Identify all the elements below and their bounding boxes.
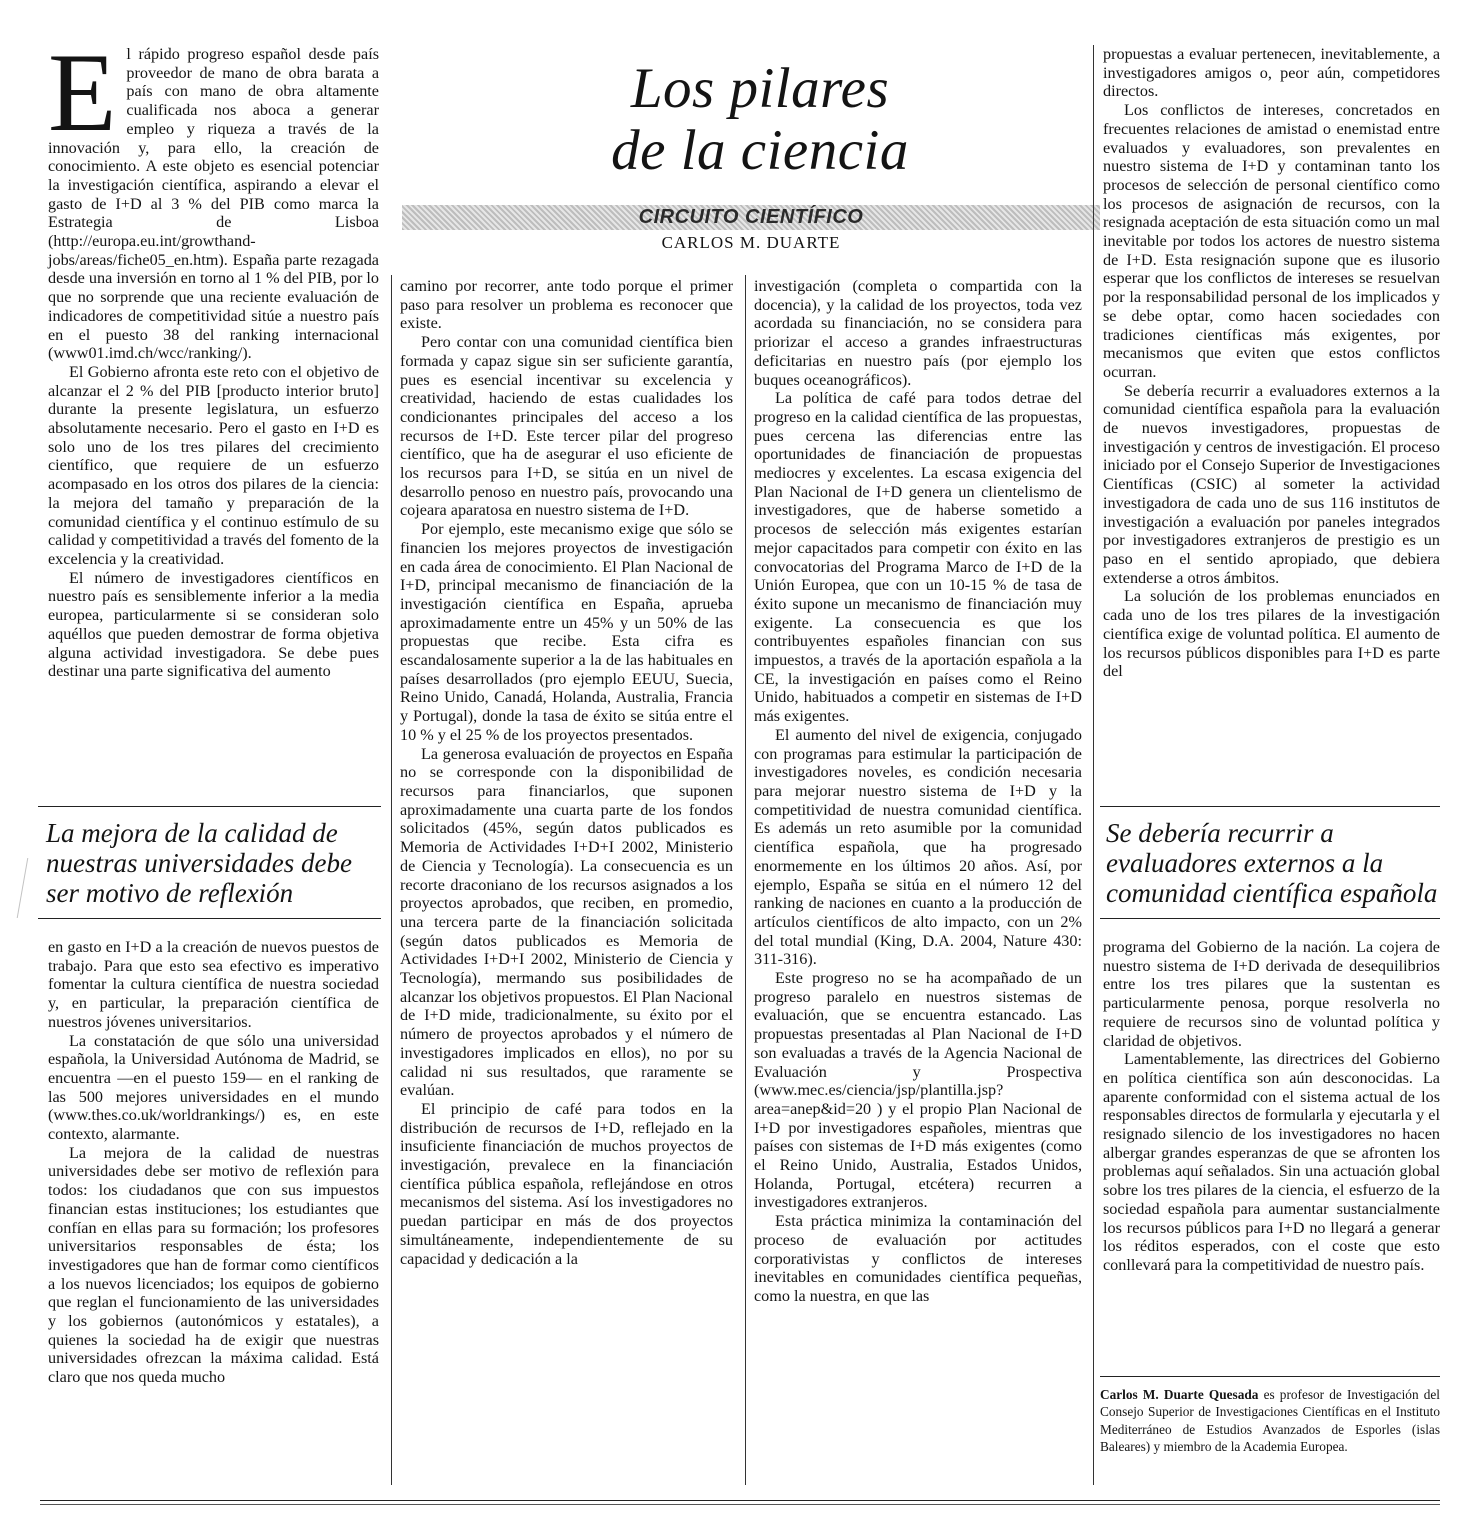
pull-quote-rule-bottom [38,918,381,919]
paragraph: Por ejemplo, este mecanismo exige que sólo se financien los mejores proyectos de investigación en cada área de conocimiento. El Plan Nacional de I+D, principal mecanismo de financiación de la investigación científica en España, aprueba aproximadamente entre un 45% y un 50% de las propuestas que recibe. Esta cifra es escandalosamente superior a la de las habituales en países desarrollados (pro ejemplo EEUU, Suecia, Reino Unido, Canadá, Holanda, Australia, Francia y Portugal), donde la tasa de éxito se sitúa entre el 10 % y el 25 % de los proyectos presentados. [400,520,733,744]
pull-quote-rule-top [38,806,381,807]
column-3 [754,277,1082,1306]
bio-text: es profesor de Investigación del Consejo Superior de Investigaciones Científicas en el Instituto Mediterráneo de Estudios Avanzados de Esporles (islas Baleares) y miembro de la Academia Europea. [1100,1387,1440,1454]
article-title [560,58,960,182]
paragraph: Se debería recurrir a evaluadores externos a la comunidad científica española para la evaluación de nuevos investigadores, propuestas de investigación y centros de investigación. El proceso iniciado por el Consejo Superior de Investigaciones Científicas (CSIC) al someter la actividad investigadora de cada uno de sus 116 institutos de investigación a evaluación por paneles integrados por investigadores extranjeros de prestigio es un paso en el sentido apropiado, que debiera extenderse a otros ámbitos. [1103,381,1440,587]
paragraph: Los conflictos de intereses, concretados en frecuentes relaciones de amistad o enemistad entre evaluados y evaluadores, son prevalentes en nuestro sistema de I+D y contaminan tanto los procesos de selección de personal científico como los procesos de asignación de recursos, con la resignada aceptación de esta situación como un mal inevitable por todos los actores de nuestro sistema de I+D. Esta resignación supone que es ilusorio esperar que los conflictos de intereses se resuelvan por la responsabilidad personal de los implicados y se debe optar, como hacen sociedades con tradiciones científicas más exigentes, por mecanismos que eviten que estos conflictos ocurran. [1103,101,1440,381]
author-byline: CARLOS M. DUARTE [661,233,841,252]
lead-text: l rápido progreso español desde país proveedor de mano de obra barata a país con mano de obra altamente cualificada nos aboca a generar empleo y riqueza a través de la innovación y, para ello, la creación de conocimiento. A este objeto es esencial potenciar la investigación científica, aspirando a elevar el gasto de I+D al 3 % del PIB como marca la Estrategia de Lisboa (http://europa.eu.int/growthandjobs/areas/fiche05_en.htm). España parte rezagada desde una inversión en torno al 1 % del PIB, por lo que no sorprende que una reciente evaluación de indicadores de competitividad sitúe a nuestro país en el puesto 38 del ranking internacional (www01.imd.ch/wcc/ranking/). [48,45,379,363]
column-divider [391,275,392,1485]
column-divider [745,275,746,1485]
lead-paragraph [48,31,379,363]
paragraph: Esta práctica minimiza la contaminación del proceso de evaluación por actitudes corporativistas y conflictos de intereses inevitables en comunidades científica pequeñas, como la nuestra, en que las [754,1212,1082,1305]
author-bio [1100,1386,1440,1455]
paragraph: programa del Gobierno de la nación. La cojera de nuestro sistema de I+D derivada de desequilibrios entre los tres pilares que la sustentan es particularmente penosa, porque resolverla no requiere de recursos sino de voluntad política y claridad de objetivos. [1103,938,1440,1050]
paragraph: La generosa evaluación de proyectos en España no se corresponde con la disponibilidad de recursos para financiarlos, que suponen aproximadamente una cuarta parte de los fondos solicitados (45%, según datos publicados es Memoria de Actividades I+D+I 2002, Ministerio de Ciencia y Tecnología). La consecuencia es un recorte draconiano de los recursos asignados a los proyectos aprobados, que reciben, en promedio, una tercera parte de la financiación solicitada (según datos publicados es Memoria de Actividades I+D+I 2002, Ministerio de Ciencia y Tecnología), mermando sus posibilidades de alcanzar los objetivos propuestos. El Plan Nacional de I+D mide, tradicionalmente, su éxito por el número de proyectos aprobados y el número de investigadores implicados en ellos), no por su calidad ni sus resultados, que raramente se evalúan. [400,744,733,1100]
paragraph: propuestas a evaluar pertenecen, inevitablemente, a investigadores amigos o, peor aún, competidores directos. [1103,45,1440,101]
column-1-bottom [48,938,379,1387]
paragraph: La constatación de que sólo una universidad española, la Universidad Autónoma de Madrid, se encuentra —en el puesto 159— en el ranking de las 500 mejores universidades en el mundo (www.thes.co.uk/worldrankings/) es, en este contexto, alarmante. [48,1031,379,1144]
paragraph: La solución de los problemas enunciados en cada uno de los tres pilares de la investigación científica exige de voluntad política. El aumento de los recursos públicos disponibles para I+D es parte del [1103,587,1440,681]
paragraph: camino por recorrer, ante todo porque el primer paso para resolver un problema es reconocer que existe. [400,277,733,333]
paragraph: La política de café para todos detrae del progreso en la calidad científica de las propuestas, pues cercena las diferencias entre las oportunidades de financiación de propuestas mediocres y excelentes. La escasa exigencia del Plan Nacional de I+D genera un clientelismo de investigadores, que de haberse sometido a procesos de selección más exigentes estarían mejor capacitados para competir con éxito en las convocatorias del Programa Marco de I+D de la Unión Europea, que con un 10-15 % de tasa de éxito supone un mecanismo de financiación muy exigente. La consecuencia es que los contribuyentes españoles financian con sus impuestos, a través de la aportación española a la CE, la investigación en países como el Reino Unido, habituados a competir en sistemas de I+D más exigentes. [754,389,1082,726]
paragraph: en gasto en I+D a la creación de nuevos puestos de trabajo. Para que esto sea efectivo es imperativo fomentar la cultura científica de nuestra sociedad y, en particular, la preparación científica de nuestros jóvenes universitarios. [48,938,379,1031]
footer-rule-thin [40,1504,1440,1505]
scan-margin-mark [9,858,29,918]
pull-quote-1: La mejora de la calidad de nuestras universidades debe ser motivo de reflexión [46,818,352,908]
pull-quote-rule-top [1100,806,1440,807]
column-divider [1093,45,1094,1485]
bio-rule [1100,1376,1440,1377]
column-4-top [1103,45,1440,681]
paragraph: La mejora de la calidad de nuestras universidades debe ser motivo de reflexión para todos: los ciudadanos que con sus impuestos financian estas instituciones; los estudiantes que confían en ellas para su formación; los profesores universitarios responsables de ésta; los investigadores que han de formar como científicos a los nuevos licenciados; los equipos de gobierno que reglan el funcionamiento de las universidades y los gobiernos (autonómicos y estatales), a quienes la sociedad ha de exigir que nuestras universidades ofrezcan la máxima calidad. Está claro que nos queda mucho [48,1143,379,1387]
paragraph: Pero contar con una comunidad científica bien formada y capaz sigue sin ser suficiente garantía, pues es esencial incentivar su excelencia y creatividad, haciendo de estas cualidades los condicionantes principales del acceso a los recursos de I+D. Este tercer pilar del progreso científico, que ha de asegurar el uso eficiente de los recursos para I+D, se sitúa en un nivel de desarrollo penoso en nuestro país, provocando una cojeara aparatosa en nuestro sistema de I+D. [400,333,733,520]
title-line-2: de la ciencia [611,119,909,182]
drop-cap: E [48,31,117,155]
paragraph: El aumento del nivel de exigencia, conjugado con programas para estimular la participación de investigadores noveles, es condición necesaria para mejorar nuestro sistema de I+D y la competitividad de nuestra comunidad científica. Es además un reto asumible por la comunidad científica española, que ha progresado enormemente en los últimos 20 años. Así, por ejemplo, España se sitúa en el número 12 del ranking de naciones en cuanto a la producción de artículos científicos de alto impacto, con un 2% del total mundial (King, D.A. 2004, Nature 430: 311-316). [754,725,1082,969]
section-label: CIRCUITO CIENTÍFICO [638,206,864,228]
paragraph: investigación (completa o compartida con la docencia), y la calidad de los proyectos, toda vez acordada su financiación, no se considera para priorizar el acceso a grandes infraestructuras deficitarias en nuestro país (por ejemplo los buques oceanográficos). [754,277,1082,389]
pull-quote-2: Se debería recurrir a evaluadores externos a la comunidad científica española [1106,818,1438,908]
column-1-top [48,31,379,681]
paragraph: El principio de café para todos en la distribución de recursos de I+D, reflejado en la insuficiente financiación de muchos proyectos de investigación, prevalece en la financiación científica pública española, reflejándose en otros mecanismos del sistema. Así los investigadores no puedan participar en más de dos proyectos simultáneamente, independientemente de su capacidad y dedicación a la [400,1099,733,1268]
paragraph: Este progreso no se ha acompañado de un progreso paralelo en nuestros sistemas de evaluación, que se encuentra estancado. Las propuestas presentadas al Plan Nacional de I+D son evaluadas a través de la Agencia Nacional de Evaluación y Prospectiva (www.mec.es/ciencia/jsp/plantilla.jsp?area=anep&id=20 ) y el propio Plan Nacional de I+D por investigadores españoles, mientras que países con sistemas de I+D más exigentes (como el Reino Unido, Australia, Estados Unidos, Holanda, Portugal, etcétera) recurren a investigadores extranjeros. [754,969,1082,1212]
paragraph: El número de investigadores científicos en nuestro país es sensiblemente inferior a la media europea, particularmente si se consideran solo aquéllos que pueden demostrar de forma objetiva alguna actividad investigadora. Se debe pues destinar una parte significativa del aumento [48,568,379,681]
paragraph: Lamentablemente, las directrices del Gobierno en política científica son aún desconocidas. La aparente conformidad con el sistema actual de los responsables directos de formularla y ejecutarla y el resignado silencio de los investigadores no hacen albergar grandes esperanzas de que se afronten los problemas aquí señalados. Sin una actuación global sobre los tres pilares de la ciencia, el esfuerzo de la sociedad española para aumentar sustancialmente los recursos públicos para I+D no llegará a generar los réditos esperados, con el coste que esto conllevará para la competitividad de nuestro país. [1103,1050,1440,1274]
bio-name: Carlos M. Duarte Quesada [1100,1387,1259,1402]
paragraph: El Gobierno afronta este reto con el objetivo de alcanzar el 2 % del PIB [producto interior bruto] durante la presente legislatura, un esfuerzo absolutamente necesario. Pero el gasto en I+D es solo uno de los tres pilares del crecimiento científico, que requiere de un esfuerzo acompasado en los otros dos pilares de la ciencia: la mejora del tamaño y preparación de la comunidad científica y el continuo estímulo de su calidad y competitividad a través del fomento de la excelencia y la creatividad. [48,362,379,568]
pull-quote-rule-bottom [1100,918,1440,919]
column-4-bottom [1103,938,1440,1275]
title-line-1: Los pilares [630,57,890,120]
footer-rule [40,1500,1440,1501]
column-2 [400,277,733,1268]
section-banner [402,205,1100,230]
